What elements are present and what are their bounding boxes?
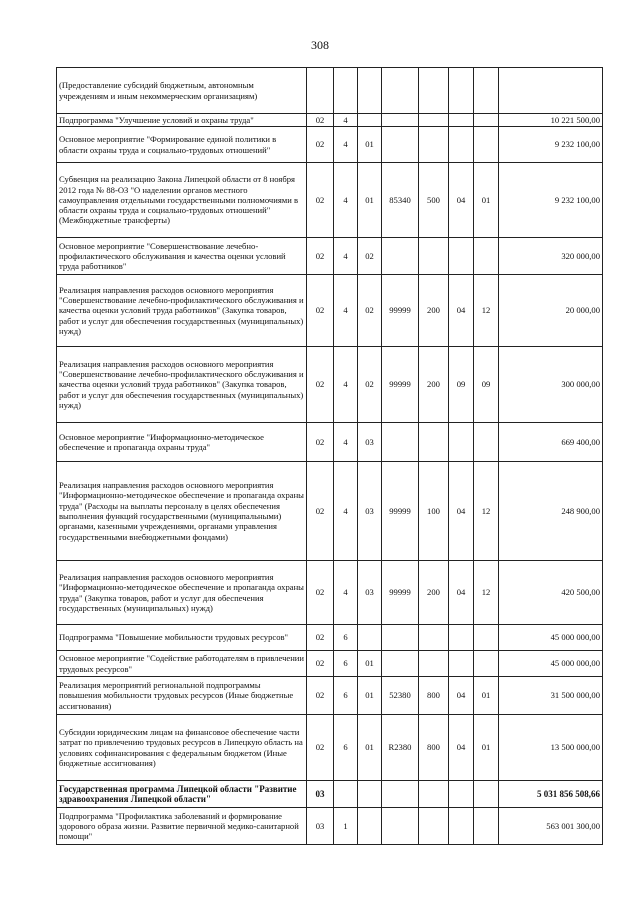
table-row: [57, 462, 603, 561]
amount-cell: 13 500 000,00: [499, 715, 603, 781]
table-row: [57, 275, 603, 347]
subprogram-code-cell: 6: [334, 677, 358, 715]
subprogram-code-cell: 4: [334, 423, 358, 462]
subsection-code-cell: [474, 238, 499, 275]
amount-cell: 320 000,00: [499, 238, 603, 275]
main-activity-code-cell: 01: [358, 715, 382, 781]
subprogram-code-cell: [334, 781, 358, 808]
expense-direction-code-cell: [382, 238, 419, 275]
subprogram-code-cell: 4: [334, 238, 358, 275]
program-code-cell: 02: [307, 561, 334, 625]
subprogram-code-cell: 4: [334, 275, 358, 347]
main-activity-code-cell: 02: [358, 238, 382, 275]
program-code-cell: 02: [307, 347, 334, 423]
table-row: [57, 114, 603, 127]
amount-cell: 563 001 300,00: [499, 808, 603, 845]
row-name-cell: Подпрограмма "Улучшение условий и охраны труда": [57, 114, 307, 127]
program-code-cell: 02: [307, 715, 334, 781]
main-activity-code-cell: 01: [358, 163, 382, 238]
expense-type-code-cell: 200: [419, 561, 449, 625]
expense-type-code-cell: 800: [419, 677, 449, 715]
expense-direction-code-cell: [382, 114, 419, 127]
table-row: [57, 68, 603, 114]
amount-cell: 669 400,00: [499, 423, 603, 462]
subprogram-code-cell: 6: [334, 651, 358, 677]
expense-type-code-cell: [419, 625, 449, 651]
program-code-cell: [307, 68, 334, 114]
expense-type-code-cell: 200: [419, 275, 449, 347]
subprogram-code-cell: 4: [334, 163, 358, 238]
row-name-cell: Субвенция на реализацию Закона Липецкой области от 8 ноября 2012 года № 88-ОЗ "О наделении органов местного самоуправления отдельными государственными полномочиями в области охраны труда и социально-трудовых отношений" (Межбюджетные трансферты): [57, 163, 307, 238]
main-activity-code-cell: [358, 68, 382, 114]
amount-cell: 45 000 000,00: [499, 625, 603, 651]
row-name-cell: Реализация направления расходов основного мероприятия "Информационно-методическое обеспечение и пропаганда охраны труда" (Расходы на выплаты персоналу в целях обеспечения выполнения функций государственными (муниципальными) органами, казенными учреждениями, органами управления государственными внебюджетными фондами): [57, 462, 307, 561]
subprogram-code-cell: 1: [334, 808, 358, 845]
expense-direction-code-cell: 52380: [382, 677, 419, 715]
amount-cell: 420 500,00: [499, 561, 603, 625]
expense-type-code-cell: [419, 808, 449, 845]
section-code-cell: [449, 114, 474, 127]
section-code-cell: 04: [449, 561, 474, 625]
expense-direction-code-cell: [382, 127, 419, 163]
table-row: [57, 347, 603, 423]
program-code-cell: 02: [307, 238, 334, 275]
row-name-cell: Реализация направления расходов основного мероприятия "Совершенствование лечебно-профилактического обслуживания и качества оценки условий труда работников" (Закупка товаров, работ и услуг для обеспечения государственных (муниципальных) нужд): [57, 347, 307, 423]
program-code-cell: 02: [307, 127, 334, 163]
main-activity-code-cell: 01: [358, 677, 382, 715]
section-code-cell: [449, 625, 474, 651]
table-row: [57, 423, 603, 462]
expense-direction-code-cell: [382, 781, 419, 808]
main-activity-code-cell: 03: [358, 423, 382, 462]
amount-cell: [499, 68, 603, 114]
row-name-cell: Реализация направления расходов основного мероприятия "Информационно-методическое обеспечение и пропаганда охраны труда" (Закупка товаров, работ и услуг для обеспечения государственных (муниципальных) нужд): [57, 561, 307, 625]
program-code-cell: 02: [307, 275, 334, 347]
table-row: [57, 238, 603, 275]
program-code-cell: 02: [307, 651, 334, 677]
subsection-code-cell: [474, 651, 499, 677]
expense-direction-code-cell: R2380: [382, 715, 419, 781]
expense-direction-code-cell: 99999: [382, 275, 419, 347]
section-code-cell: 04: [449, 462, 474, 561]
expense-type-code-cell: 200: [419, 347, 449, 423]
subprogram-code-cell: 6: [334, 625, 358, 651]
main-activity-code-cell: 02: [358, 275, 382, 347]
amount-cell: 5 031 856 508,66: [499, 781, 603, 808]
expense-type-code-cell: 800: [419, 715, 449, 781]
expense-type-code-cell: 100: [419, 462, 449, 561]
expense-type-code-cell: [419, 68, 449, 114]
amount-cell: 9 232 100,00: [499, 163, 603, 238]
expense-direction-code-cell: [382, 625, 419, 651]
section-code-cell: 04: [449, 275, 474, 347]
amount-cell: 20 000,00: [499, 275, 603, 347]
main-activity-code-cell: [358, 781, 382, 808]
budget-table: [56, 67, 603, 845]
expense-direction-code-cell: 85340: [382, 163, 419, 238]
row-name-cell: Основное мероприятие "Совершенствование лечебно-профилактического обслуживания и качества оценки условий труда работников": [57, 238, 307, 275]
main-activity-code-cell: 01: [358, 651, 382, 677]
table-row: [57, 715, 603, 781]
main-activity-code-cell: 02: [358, 347, 382, 423]
expense-type-code-cell: [419, 423, 449, 462]
amount-cell: 45 000 000,00: [499, 651, 603, 677]
subsection-code-cell: 12: [474, 275, 499, 347]
row-name-cell: Реализация направления расходов основного мероприятия "Совершенствование лечебно-профилактического обслуживания и качества оценки условий труда работников" (Закупка товаров, работ и услуг для обеспечения государственных (муниципальных) нужд): [57, 275, 307, 347]
main-activity-code-cell: 01: [358, 127, 382, 163]
subsection-code-cell: [474, 114, 499, 127]
table-row: [57, 808, 603, 845]
expense-direction-code-cell: 99999: [382, 347, 419, 423]
subsection-code-cell: [474, 68, 499, 114]
expense-type-code-cell: [419, 651, 449, 677]
expense-type-code-cell: [419, 127, 449, 163]
amount-cell: 10 221 500,00: [499, 114, 603, 127]
subprogram-code-cell: 4: [334, 114, 358, 127]
section-code-cell: 04: [449, 715, 474, 781]
program-code-cell: 03: [307, 781, 334, 808]
subsection-code-cell: 01: [474, 677, 499, 715]
expense-direction-code-cell: [382, 423, 419, 462]
table-row: [57, 625, 603, 651]
expense-type-code-cell: 500: [419, 163, 449, 238]
program-code-cell: 03: [307, 808, 334, 845]
section-code-cell: [449, 238, 474, 275]
table-row: [57, 561, 603, 625]
row-name-cell: Подпрограмма "Повышение мобильности трудовых ресурсов": [57, 625, 307, 651]
row-name-cell: Субсидии юридическим лицам на финансовое обеспечение части затрат по привлечению трудовых ресурсов в Липецкую область на условиях софинансирования с федеральным бюджетом (Иные бюджетные ассигнования): [57, 715, 307, 781]
expense-direction-code-cell: 99999: [382, 462, 419, 561]
program-code-cell: 02: [307, 423, 334, 462]
section-code-cell: [449, 68, 474, 114]
section-code-cell: 04: [449, 163, 474, 238]
expense-direction-code-cell: [382, 651, 419, 677]
subsection-code-cell: 01: [474, 715, 499, 781]
amount-cell: 300 000,00: [499, 347, 603, 423]
section-code-cell: [449, 651, 474, 677]
section-code-cell: 09: [449, 347, 474, 423]
subprogram-code-cell: 4: [334, 347, 358, 423]
row-name-cell: Подпрограмма "Профилактика заболеваний и формирование здорового образа жизни. Развитие первичной медико-санитарной помощи": [57, 808, 307, 845]
subsection-code-cell: [474, 781, 499, 808]
table-row: [57, 781, 603, 808]
section-code-cell: 04: [449, 677, 474, 715]
section-code-cell: [449, 127, 474, 163]
table-row: [57, 651, 603, 677]
main-activity-code-cell: [358, 114, 382, 127]
main-activity-code-cell: 03: [358, 462, 382, 561]
row-name-cell: Основное мероприятие "Содействие работодателям в привлечении трудовых ресурсов": [57, 651, 307, 677]
subsection-code-cell: [474, 625, 499, 651]
row-name-cell: Реализация мероприятий региональной подпрограммы повышения мобильности трудовых ресурсов (Иные бюджетные ассигнования): [57, 677, 307, 715]
expense-direction-code-cell: [382, 68, 419, 114]
program-code-cell: 02: [307, 625, 334, 651]
main-activity-code-cell: [358, 625, 382, 651]
subsection-code-cell: 12: [474, 561, 499, 625]
subprogram-code-cell: 4: [334, 127, 358, 163]
main-activity-code-cell: [358, 808, 382, 845]
subprogram-code-cell: [334, 68, 358, 114]
program-code-cell: 02: [307, 163, 334, 238]
row-name-cell: Государственная программа Липецкой области "Развитие здравоохранения Липецкой области": [57, 781, 307, 808]
program-code-cell: 02: [307, 677, 334, 715]
expense-direction-code-cell: 99999: [382, 561, 419, 625]
subprogram-code-cell: 4: [334, 462, 358, 561]
subsection-code-cell: 01: [474, 163, 499, 238]
subsection-code-cell: 09: [474, 347, 499, 423]
table-row: [57, 127, 603, 163]
subsection-code-cell: [474, 127, 499, 163]
table-row: [57, 677, 603, 715]
amount-cell: 9 232 100,00: [499, 127, 603, 163]
section-code-cell: [449, 808, 474, 845]
subsection-code-cell: [474, 808, 499, 845]
table-row: [57, 163, 603, 238]
amount-cell: 31 500 000,00: [499, 677, 603, 715]
program-code-cell: 02: [307, 462, 334, 561]
expense-type-code-cell: [419, 114, 449, 127]
section-code-cell: [449, 781, 474, 808]
subsection-code-cell: 12: [474, 462, 499, 561]
subprogram-code-cell: 4: [334, 561, 358, 625]
page-number: 308: [311, 38, 329, 52]
expense-direction-code-cell: [382, 808, 419, 845]
amount-cell: 248 900,00: [499, 462, 603, 561]
expense-type-code-cell: [419, 238, 449, 275]
section-code-cell: [449, 423, 474, 462]
main-activity-code-cell: 03: [358, 561, 382, 625]
subprogram-code-cell: 6: [334, 715, 358, 781]
subsection-code-cell: [474, 423, 499, 462]
row-name-cell: Основное мероприятие "Информационно-методическое обеспечение и пропаганда охраны труда": [57, 423, 307, 462]
row-name-cell: Основное мероприятие "Формирование единой политики в области охраны труда и социально-трудовых отношений": [57, 127, 307, 163]
program-code-cell: 02: [307, 114, 334, 127]
expense-type-code-cell: [419, 781, 449, 808]
row-name-cell: (Предоставление субсидий бюджетным, автономным учреждениям и иным некоммерческим организациям): [57, 68, 307, 114]
